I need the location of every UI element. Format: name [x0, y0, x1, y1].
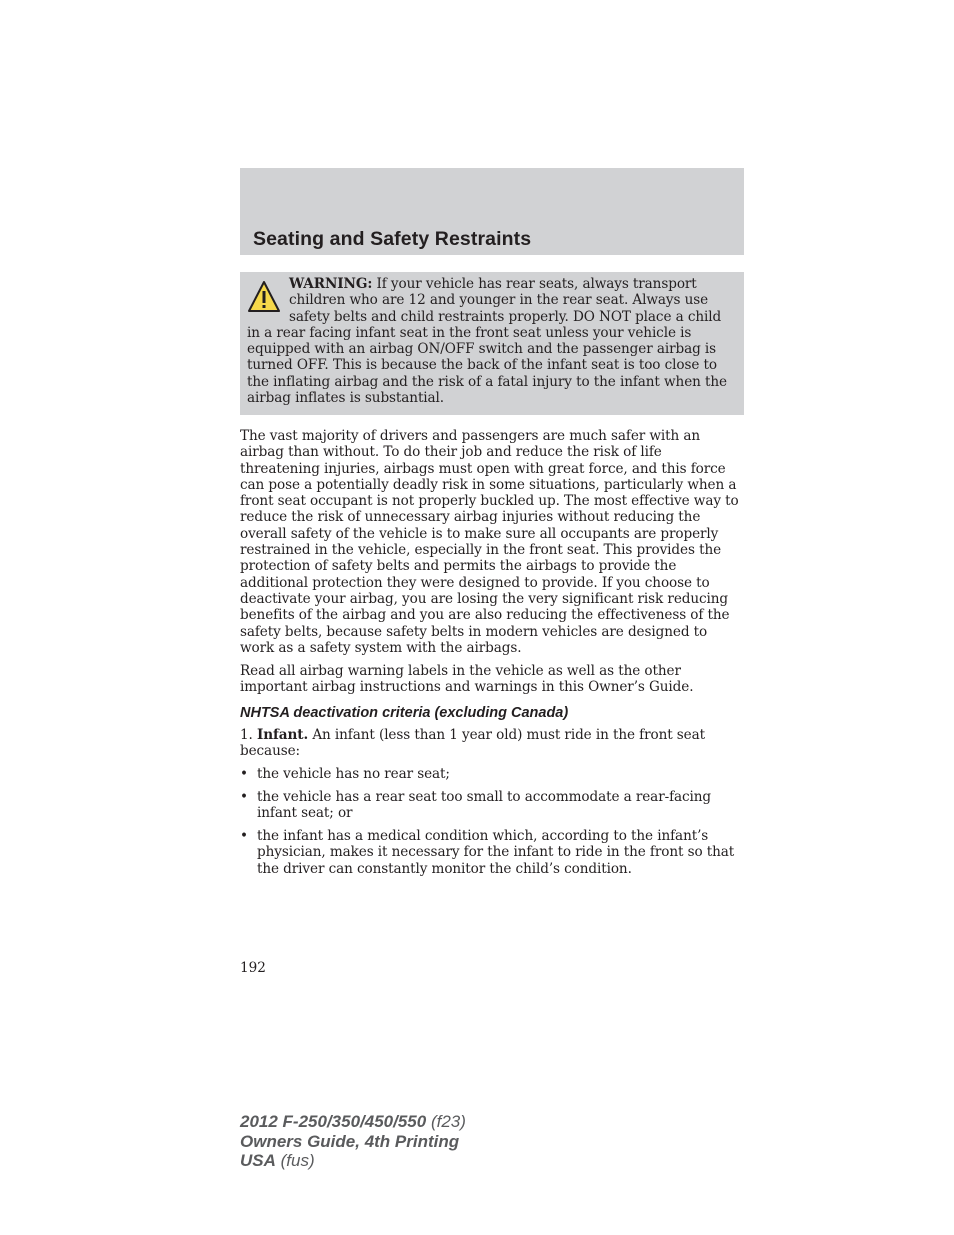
criterion-text: An infant (less than 1 year old) must ride in the front seat because: [240, 727, 705, 760]
subheading-nhtsa-criteria: NHTSA deactivation criteria (excluding Canada) [240, 705, 569, 721]
list-item [240, 766, 744, 782]
paragraph-read-labels: Read all airbag warning labels in the vehicle as well as the other important airbag instructions and warnings in this Owner’s Guide. [240, 663, 694, 696]
footer-region-line [240, 1151, 466, 1171]
list-item [240, 828, 744, 877]
paragraph-airbag-safety: The vast majority of drivers and passengers are much safer with an airbag than without. To do their job and reduce the risk of life threatening injuries, airbags must open with great force, and this force can pose a potentially deadly risk in some situations, particularly when a front seat occupant is not properly buckled up. The most effective way to reduce the risk of unnecessary airbag injuries without reducing the overall safety of the vehicle is to make sure all occupants are properly restrained in the vehicle, especially in the front seat. This provides the protection of safety belts and permits the airbags to provide the additional protection they were designed to provide. If you choose to deactivate your airbag, you are losing the very significant risk reducing benefits of the airbag and you are also reducing the effectiveness of the safety belts, because safety belts in modern vehicles are designed to work as a safety system with the airbags. [240, 428, 739, 656]
list-item [240, 789, 744, 822]
criterion-number: 1. [240, 727, 257, 743]
bullet-icon: • [240, 789, 248, 805]
warning-triangle-icon [247, 280, 281, 314]
warning-box [240, 272, 744, 415]
list-item-text: the vehicle has a rear seat too small to accommodate a rear-facing infant seat; or [257, 789, 712, 822]
list-item-text: the vehicle has no rear seat; [257, 766, 450, 782]
footer-model-code: (f23) [426, 1112, 466, 1131]
document-footer [240, 1112, 466, 1171]
bullet-icon: • [240, 828, 248, 844]
footer-region-code: (fus) [275, 1151, 315, 1170]
section-header-band [240, 168, 744, 255]
warning-body: If your vehicle has rear seats, always transport children who are 12 and younger in the rear seat. Always use safety belts and child restraints properly. DO NOT place a child in a rear facing infant seat in the front seat unless your vehicle is equipped with an airbag ON/OFF switch and the passenger airbag is turned OFF. This is because the back of the infant seat is too close to the inflating airbag and the risk of a fatal injury to the infant when the airbag inflates is substantial. [247, 276, 727, 407]
bullet-icon: • [240, 766, 248, 782]
footer-model-line [240, 1112, 466, 1132]
page-number: 192 [240, 960, 266, 976]
footer-guide: Owners Guide, 4th Printing [240, 1131, 460, 1151]
warning-text [247, 276, 737, 406]
footer-region: USA [240, 1151, 276, 1170]
footer-model: 2012 F-250/350/450/550 [240, 1112, 427, 1131]
section-title: Seating and Safety Restraints [253, 228, 532, 250]
list-item-text: the infant has a medical condition which, according to the infant’s physician, makes it necessary for the infant to ride in the front so that the driver can constantly monitor the child’s condition. [257, 828, 735, 877]
warning-label: WARNING: [289, 276, 373, 292]
criterion-label: Infant. [257, 727, 309, 743]
criterion-infant [240, 727, 744, 760]
